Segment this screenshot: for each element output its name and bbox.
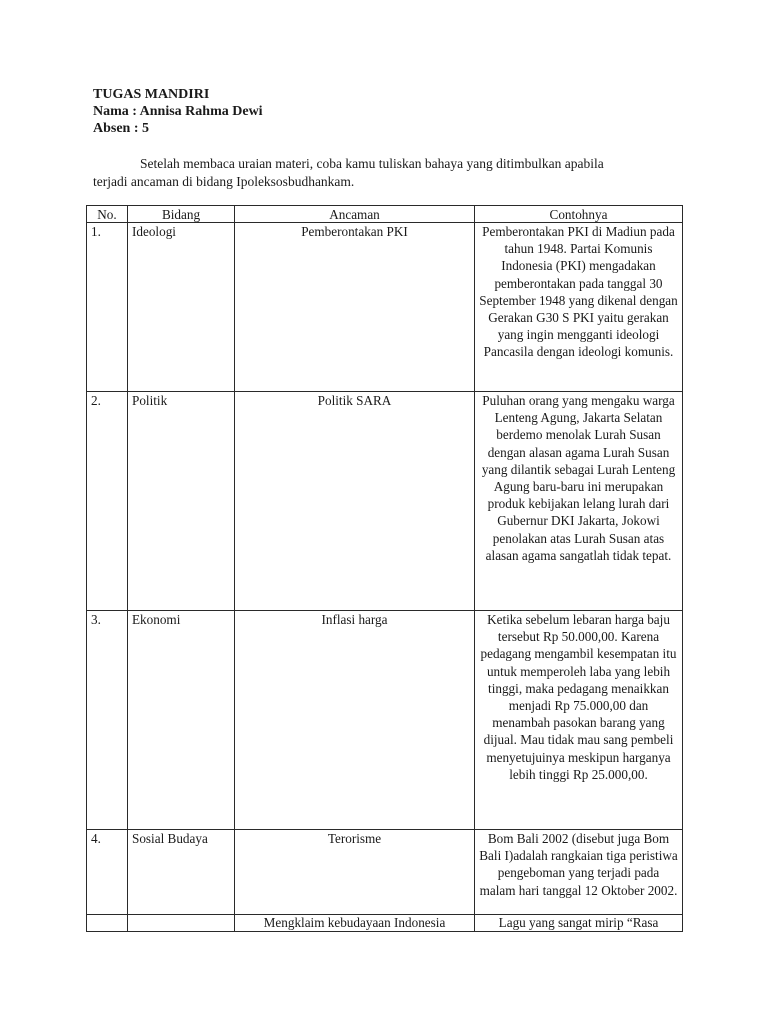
- threats-table: [86, 205, 683, 932]
- row-number: 2.: [87, 392, 128, 611]
- row-bidang: Ekonomi: [128, 611, 235, 830]
- column-header-bidang: Bidang: [128, 206, 235, 223]
- column-header-contohnya: Contohnya: [475, 206, 683, 223]
- row-contoh: Puluhan orang yang mengaku warga Lenteng Agung, Jakarta Selatan berdemo menolak Lurah Susan dengan alasan agama Lurah Susan yang dilantik sebagai Lurah Lenteng Agung baru-baru ini merupakan produk kebijakan lelang lurah dari Gubernur DKI Jakarta, Jokowi penolakan atas Lurah Susan atas alasan agama sangatlah tidak tepat.: [475, 392, 683, 611]
- instruction-line-1: Setelah membaca uraian materi, coba kamu tuliskan bahaya yang ditimbulkan apabila: [140, 156, 604, 171]
- column-header-no: No.: [87, 206, 128, 223]
- row-bidang: [128, 915, 235, 932]
- row-number: 4.: [87, 830, 128, 915]
- row-contoh: Bom Bali 2002 (disebut juga Bom Bali I)adalah rangkaian tiga peristiwa pengeboman yang terjadi pada malam hari tanggal 12 Oktober 2002.: [475, 830, 683, 915]
- row-bidang: Sosial Budaya: [128, 830, 235, 915]
- row-contoh: Ketika sebelum lebaran harga baju tersebut Rp 50.000,00. Karena pedagang mengambil kesempatan itu untuk memperoleh laba yang lebih tinggi, maka pedagang menaikkan menjadi Rp 75.000,00 dan menambah pasokan barang yang dijual. Mau tidak mau sang pembeli menyetujuinya meskipun harganya lebih tinggi Rp 25.000,00.: [475, 611, 683, 830]
- row-ancaman: Pemberontakan PKI: [235, 223, 475, 392]
- assignment-title: TUGAS MANDIRI: [93, 87, 210, 102]
- table-row: [87, 392, 683, 611]
- table-row: [87, 915, 683, 932]
- assignment-header: [93, 86, 263, 137]
- instruction-paragraph: [93, 155, 693, 191]
- table-header-row: [87, 206, 683, 223]
- row-contoh: Lagu yang sangat mirip “Rasa: [475, 915, 683, 932]
- row-ancaman: Mengklaim kebudayaan Indonesia: [235, 915, 475, 932]
- row-number: [87, 915, 128, 932]
- student-name: Nama : Annisa Rahma Dewi: [93, 104, 263, 119]
- row-number: 3.: [87, 611, 128, 830]
- row-ancaman: Inflasi harga: [235, 611, 475, 830]
- row-bidang: Politik: [128, 392, 235, 611]
- student-absen: Absen : 5: [93, 121, 150, 136]
- column-header-ancaman: Ancaman: [235, 206, 475, 223]
- row-bidang: Ideologi: [128, 223, 235, 392]
- instruction-line-2: terjadi ancaman di bidang Ipoleksosbudhankam.: [93, 174, 355, 189]
- row-number: 1.: [87, 223, 128, 392]
- table-row: [87, 611, 683, 830]
- row-ancaman: Terorisme: [235, 830, 475, 915]
- table-row: [87, 830, 683, 915]
- row-contoh: Pemberontakan PKI di Madiun pada tahun 1948. Partai Komunis Indonesia (PKI) mengadakan pemberontakan pada tanggal 30 September 1948 yang dikenal dengan Gerakan G30 S PKI yaitu gerakan yang ingin mengganti ideologi Pancasila dengan ideologi komunis.: [475, 223, 683, 392]
- row-ancaman: Politik SARA: [235, 392, 475, 611]
- table-row: [87, 223, 683, 392]
